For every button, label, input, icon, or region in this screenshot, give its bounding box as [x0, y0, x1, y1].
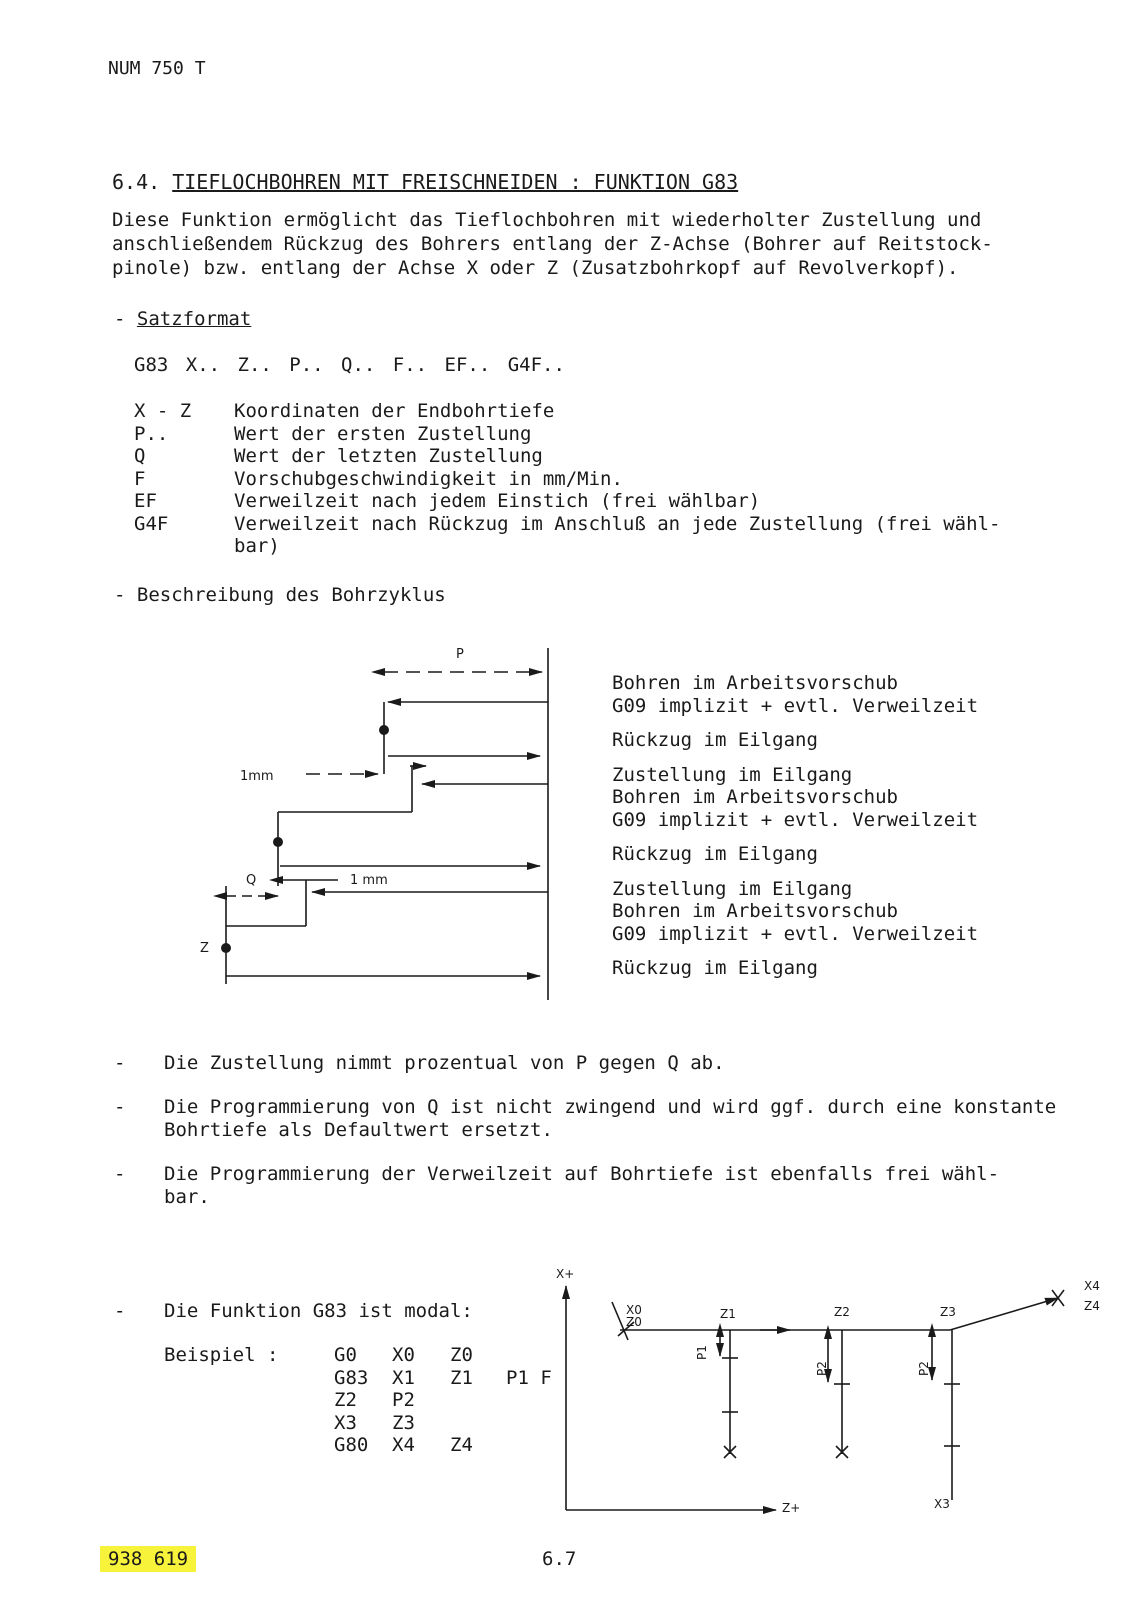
cycle-steps: [612, 672, 978, 992]
param-key: Q: [134, 445, 146, 467]
cycle-step-line: G09 implizit + evtl. Verweilzeit: [612, 808, 979, 831]
param-value: Wert der letzten Zustellung: [234, 445, 543, 467]
bullet-item: [114, 1052, 1056, 1075]
format-line: G83 X.. Z.. P.. Q.. F.. EF.. G4F..: [134, 354, 565, 376]
cycle-step: [612, 843, 978, 866]
example-cell: Z1: [450, 1366, 473, 1389]
page-number: 6.7: [542, 1548, 577, 1570]
label-z1: Z1: [720, 1307, 736, 1321]
bullet-dash: -: [114, 1096, 126, 1118]
bullet-dash: -: [114, 1163, 126, 1185]
example-cell: Z0: [450, 1344, 473, 1366]
bullet-line: Die Zustellung nimmt prozentual von P gegen Q ab.: [164, 1052, 725, 1074]
modal-dash: -: [114, 1300, 126, 1322]
label-x0: X0: [626, 1303, 642, 1317]
label-z3: Z3: [940, 1305, 956, 1319]
section-number: 6.4.: [112, 170, 161, 194]
param-key: G4F: [134, 512, 169, 535]
cycle-step: [612, 764, 978, 832]
cycle-step-line: Zustellung im Eilgang: [612, 763, 853, 786]
bullet-line: Die Programmierung der Verweilzeit auf Bohrtiefe ist ebenfalls frei wähl-: [164, 1163, 1000, 1185]
section-heading: TIEFLOCHBOHREN MIT FREISCHNEIDEN : FUNKTION G83: [172, 170, 739, 194]
bullet-line: Die Programmierung von Q ist nicht zwingend und wird ggf. durch eine konstante: [164, 1096, 1057, 1118]
cycle-step-line: Zustellung im Eilgang: [612, 877, 853, 900]
label-z2: Z2: [834, 1305, 850, 1319]
example-cell: [450, 1412, 508, 1435]
label-1mm-a: 1mm: [240, 769, 274, 784]
satzformat-label: Satzformat: [136, 308, 252, 330]
param-value: bar): [234, 535, 280, 557]
label-z4: Z4: [1084, 1299, 1100, 1313]
header-model: NUM 750 T: [108, 58, 206, 79]
example-row: [334, 1344, 508, 1367]
example-row: [334, 1434, 508, 1457]
label-p1: P1: [695, 1345, 709, 1360]
example-cell: X4: [392, 1434, 415, 1457]
satzformat-dash: -: [114, 308, 126, 330]
example-cell: P2: [392, 1389, 415, 1412]
label-x4: X4: [1084, 1279, 1100, 1293]
cycle-step: [612, 672, 978, 717]
cycle-step-line: Bohren im Arbeitsvorschub: [612, 900, 898, 922]
modal-note: [114, 1300, 473, 1322]
example-cell: X0: [392, 1344, 415, 1366]
example-cell: [450, 1389, 508, 1412]
param-key: F: [134, 467, 146, 490]
example-cell: X3: [334, 1411, 357, 1434]
bullet-list: [114, 1052, 1056, 1230]
cycle-step-line: Rückzug im Eilgang: [612, 843, 818, 865]
param-value: Verweilzeit nach Rückzug im Anschluß an jede Zustellung (frei wähl-: [234, 512, 1001, 535]
param-key: P..: [134, 422, 169, 445]
label-z: Z: [200, 941, 209, 956]
cycle-step-line: Rückzug im Eilgang: [612, 957, 818, 979]
example-cell: Z4: [450, 1434, 473, 1457]
example-cell: Z3: [392, 1411, 415, 1434]
bullet-item: [114, 1096, 1056, 1142]
beispiel-label: Beispiel :: [164, 1344, 279, 1366]
intro-line: anschließendem Rückzug des Bohrers entlang der Z-Achse (Bohrer auf Reitstock-: [112, 233, 993, 255]
example-cell: G0: [334, 1344, 357, 1366]
label-p2-b: P2: [917, 1361, 931, 1376]
cycle-step-line: Bohren im Arbeitsvorschub: [612, 672, 898, 694]
label-q: Q: [246, 873, 257, 888]
modal-text: Die Funktion G83 ist modal:: [164, 1300, 473, 1322]
example-tail: P1 F: [506, 1367, 552, 1389]
bullet-line: Bohrtiefe als Defaultwert ersetzt.: [164, 1119, 553, 1141]
bullet-dash: -: [114, 1052, 126, 1074]
example-cell: Z2: [334, 1389, 357, 1412]
example-cell: X1: [392, 1366, 415, 1389]
bullet-item: [114, 1163, 1056, 1209]
intro-line: pinole) bzw. entlang der Achse X oder Z (Zusatzbohrkopf auf Revolverkopf).: [112, 257, 959, 279]
example-row: [334, 1412, 508, 1435]
param-key: EF: [134, 490, 157, 512]
param-value: Vorschubgeschwindigkeit in mm/Min.: [234, 467, 623, 490]
param-value: Wert der ersten Zustellung: [234, 422, 532, 445]
example-cell: G80: [334, 1434, 369, 1457]
cycle-step: [612, 729, 978, 752]
bullet-line: bar.: [164, 1186, 210, 1208]
param-value: Verweilzeit nach jedem Einstich (frei wählbar): [234, 490, 761, 512]
example-row: [334, 1389, 508, 1412]
example-row: [334, 1367, 508, 1390]
cycle-step-line: Rückzug im Eilgang: [612, 729, 818, 751]
param-key: X - Z: [134, 400, 192, 422]
param-value: Koordinaten der Endbohrtiefe: [234, 400, 555, 422]
label-z0: Z0: [626, 1315, 642, 1329]
label-p: P: [456, 647, 464, 662]
cycle-step-line: G09 implizit + evtl. Verweilzeit: [612, 922, 979, 945]
intro-line: Diese Funktion ermöglicht das Tieflochbohren mit wiederholter Zustellung und: [112, 209, 982, 231]
label-x3: X3: [934, 1497, 950, 1511]
example-program: [334, 1344, 508, 1457]
cycle-step: [612, 878, 978, 946]
axis-z-label: Z+: [782, 1501, 801, 1515]
cycle-step: [612, 957, 978, 980]
label-p2-a: P2: [815, 1361, 829, 1376]
cycle-step-line: Bohren im Arbeitsvorschub: [612, 786, 898, 808]
cycle-step-line: G09 implizit + evtl. Verweilzeit: [612, 694, 979, 717]
document-number: 938 619: [100, 1546, 196, 1572]
example-cell: G83: [334, 1366, 369, 1389]
axis-x-label: X+: [556, 1267, 575, 1281]
label-1mm-b: 1 mm: [350, 873, 388, 888]
cycle-heading: - Beschreibung des Bohrzyklus: [114, 584, 446, 606]
